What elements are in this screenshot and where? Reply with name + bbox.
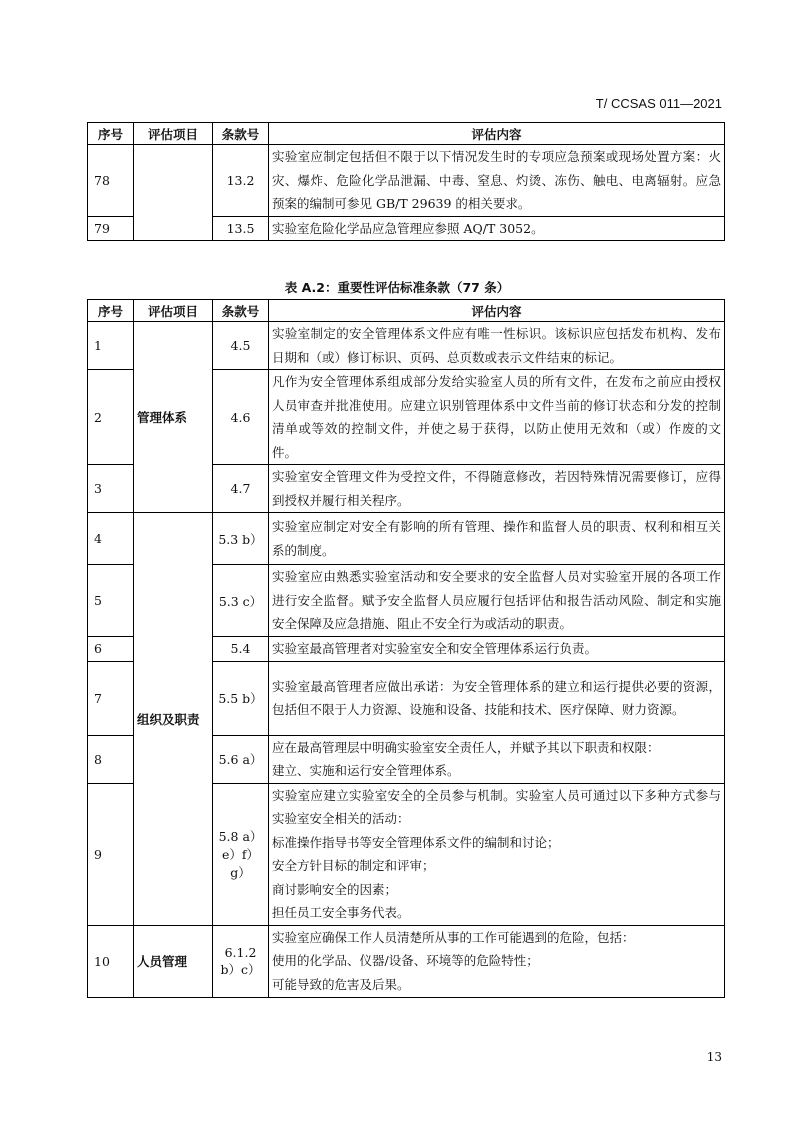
col-header-clause: 条款号 (213, 300, 269, 322)
row-clause: 6.1.2 b）c） (213, 925, 269, 997)
content-line: 建立、实施和运行安全管理体系。 (272, 763, 460, 778)
row-clause: 13.2 (213, 145, 269, 217)
row-clause: 5.3 b） (213, 513, 269, 565)
row-content: 实验室应制定包括但不限于以下情况发生时的专项应急预案或现场处置方案：火灾、爆炸、危险化学品泄漏、中毒、窒息、灼烫、冻伤、触电、电离辐射。应急预案的编制可参见 GB/T 29639 的相关要求。 (269, 145, 725, 217)
row-no: 79 (88, 216, 134, 241)
row-content (269, 735, 725, 783)
row-no: 4 (88, 513, 134, 565)
row-no: 2 (88, 370, 134, 465)
row-no: 5 (88, 565, 134, 637)
row-content (269, 925, 725, 997)
page-number: 13 (706, 1050, 722, 1064)
table-header-row (88, 300, 725, 322)
col-header-content: 评估内容 (269, 123, 725, 145)
group-personnel-management: 人员管理 (134, 925, 213, 997)
row-content: 实验室危险化学品应急管理应参照 AQ/T 3052。 (269, 216, 725, 241)
row-clause: 13.5 (213, 216, 269, 241)
content-line: 担任员工安全事务代表。 (272, 905, 410, 920)
group-management-system: 管理体系 (134, 322, 213, 513)
col-header-content: 评估内容 (269, 300, 725, 322)
row-content: 实验室安全管理文件为受控文件，不得随意修改，若因特殊情况需要修订，应得到授权并履行相关程序。 (269, 465, 725, 513)
document-code: T/ CCSAS 011—2021 (595, 96, 722, 111)
row-content (269, 783, 725, 925)
row-no: 10 (88, 925, 134, 997)
content-line: 应在最高管理层中明确实验室安全责任人，并赋予其以下职责和权限： (272, 739, 660, 755)
col-header-clause: 条款号 (213, 123, 269, 145)
row-clause: 5.6 a） (213, 735, 269, 783)
row-clause: 5.4 (213, 637, 269, 662)
row-clause: 4.7 (213, 465, 269, 513)
row-item (134, 145, 213, 241)
row-no: 1 (88, 322, 134, 370)
table-a2 (87, 299, 725, 998)
group-organization-responsibilities: 组织及职责 (134, 513, 213, 926)
table-row (88, 322, 725, 370)
row-no: 8 (88, 735, 134, 783)
row-clause: 4.5 (213, 322, 269, 370)
row-content: 实验室制定的安全管理体系文件应有唯一性标识。该标识应包括发布机构、发布日期和（或）修订标识、页码、总页数或表示文件结束的标记。 (269, 322, 725, 370)
content-line: 实验室应确保工作人员清楚所从事的工作可能遇到的危险，包括： (272, 929, 635, 945)
row-clause: 5.8 a）e）f）g） (213, 783, 269, 925)
content-line: 标准操作指导书等安全管理体系文件的编制和讨论； (272, 834, 560, 850)
table-row (88, 513, 725, 565)
table-a1-continued (87, 122, 725, 241)
row-no: 9 (88, 783, 134, 925)
col-header-item: 评估项目 (134, 123, 213, 145)
row-no: 7 (88, 661, 134, 735)
table-caption: 表 A.2：重要性评估标准条款（77 条） (284, 280, 510, 295)
row-content: 实验室最高管理者应做出承诺：为安全管理体系的建立和运行提供必要的资源，包括但不限于人力资源、设施和设备、技能和技术、医疗保障、财力资源。 (269, 661, 725, 735)
row-clause: 5.5 b） (213, 661, 269, 735)
content-line: 安全方针目标的制定和评审； (272, 858, 435, 873)
row-no: 6 (88, 637, 134, 662)
col-header-item: 评估项目 (134, 300, 213, 322)
content-line: 可能导致的危害及后果。 (272, 976, 410, 992)
row-clause: 5.3 c） (213, 565, 269, 637)
row-no: 78 (88, 145, 134, 217)
content-line: 使用的化学品、仪器/设备、环境等的危险特性； (272, 953, 539, 969)
row-clause: 4.6 (213, 370, 269, 465)
row-content: 凡作为安全管理体系组成部分发给实验室人员的所有文件，在发布之前应由授权人员审查并批准使用。应建立识别管理体系中文件当前的修订状态和分发的控制清单或等效的控制文件，并使之易于获得，以防止使用无效和（或）作废的文件。 (269, 370, 725, 465)
col-header-no: 序号 (88, 123, 134, 145)
row-content: 实验室应制定对安全有影响的所有管理、操作和监督人员的职责、权利和相互关系的制度。 (269, 513, 725, 565)
col-header-no: 序号 (88, 300, 134, 322)
row-content: 实验室应由熟悉实验室活动和安全要求的安全监督人员对实验室开展的各项工作进行安全监督。赋予安全监督人员应履行包括评估和报告活动风险、制定和实施安全保障及应急措施、阻止不安全行为或活动的职责。 (269, 565, 725, 637)
table-row (88, 145, 725, 217)
row-content: 实验室最高管理者对实验室安全和安全管理体系运行负责。 (269, 637, 725, 662)
content-line: 实验室应建立实验室安全的全员参与机制。实验室人员可通过以下多种方式参与实验室安全相关的活动： (272, 787, 721, 826)
content-line: 商讨影响安全的因素； (272, 881, 398, 897)
table-row (88, 925, 725, 997)
table-header-row (88, 123, 725, 145)
row-no: 3 (88, 465, 134, 513)
